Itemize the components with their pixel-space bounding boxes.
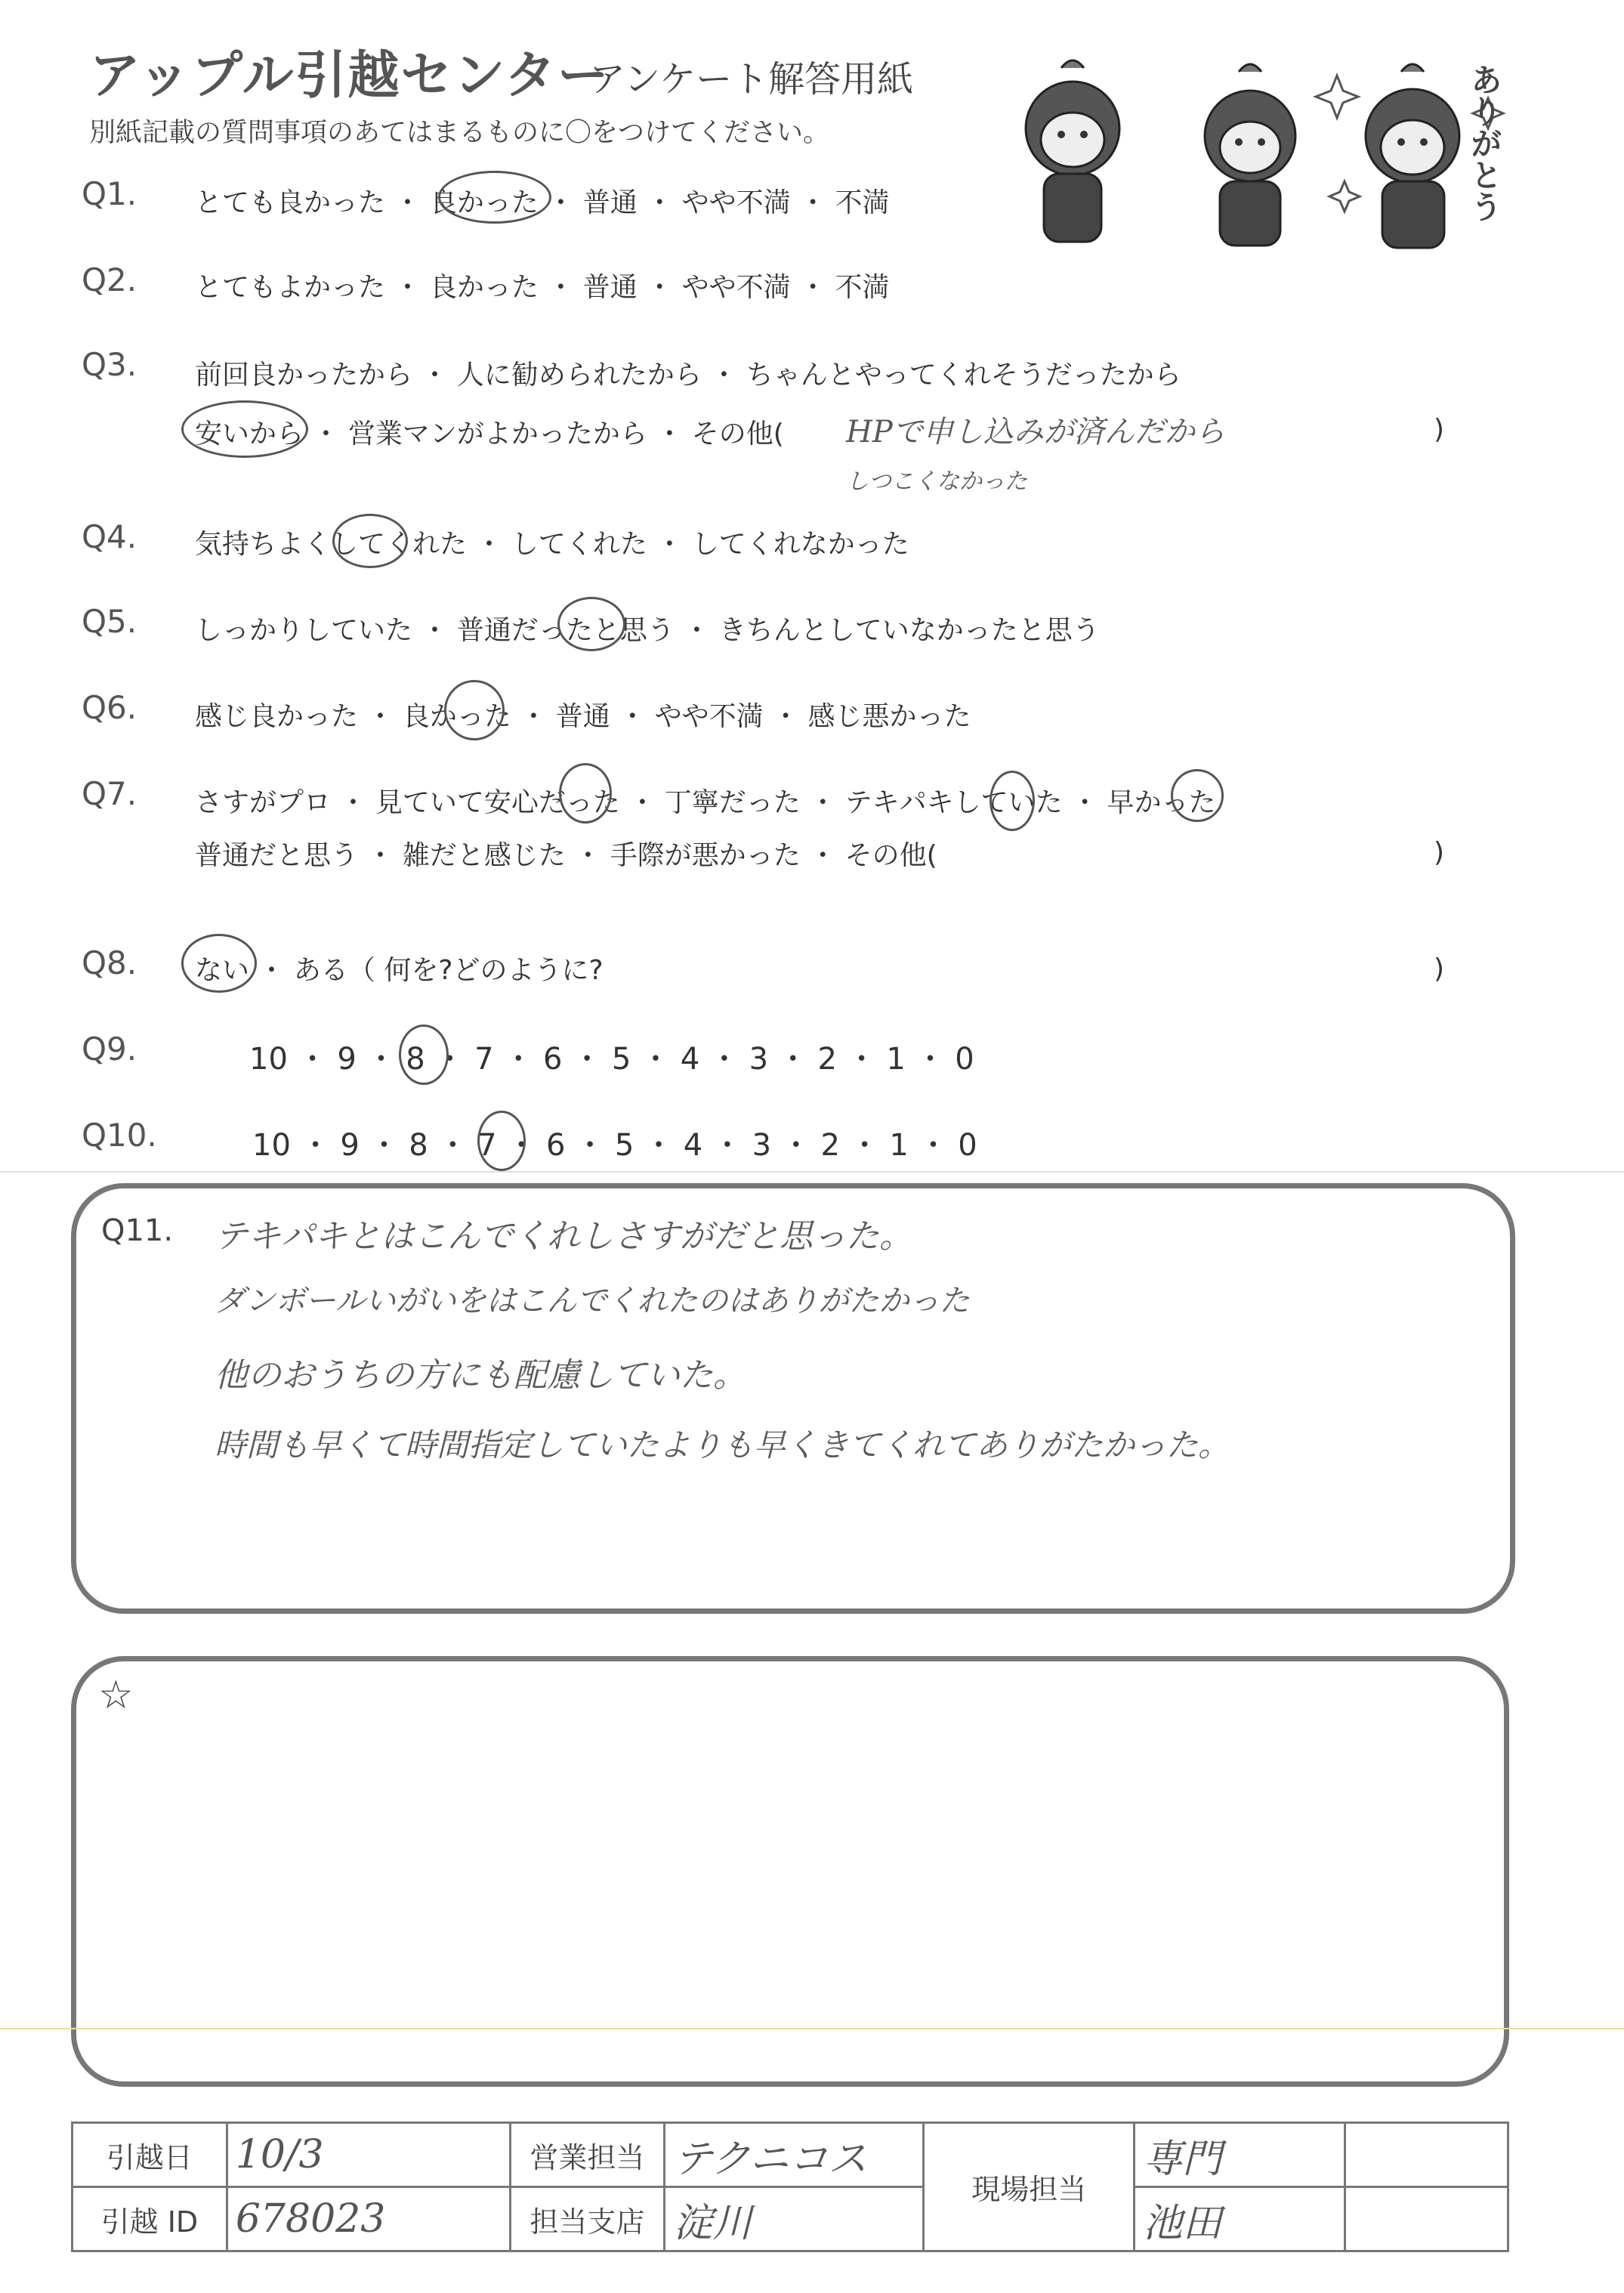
sales-rep-value: テクニコス bbox=[665, 2123, 924, 2187]
q5-answer-circle bbox=[557, 597, 625, 651]
site-staff-value-1: 専門 bbox=[1135, 2123, 1345, 2187]
q3-options-line2: 安いから ・ 営業マンがよかったから ・ その他( bbox=[195, 419, 784, 450]
q11-comment-line-3: 他のおうちの方にも配慮していた。 bbox=[215, 1356, 746, 1395]
move-date-label: 引越日 bbox=[73, 2123, 227, 2187]
section-divider bbox=[0, 1171, 1624, 1173]
q8-label: Q8. bbox=[82, 944, 137, 981]
site-staff-label: 現場担当 bbox=[924, 2123, 1135, 2251]
q2-options: とてもよかった ・ 良かった ・ 普通 ・ やや不満 ・ 不満 bbox=[195, 272, 890, 303]
q9-label: Q9. bbox=[82, 1031, 137, 1068]
q9-scale: 10 ・ 9 ・ 8 ・ 7 ・ 6 ・ 5 ・ 4 ・ 3 ・ 2 ・ 1 ・ 0 bbox=[249, 1042, 974, 1077]
q9-answer-circle bbox=[399, 1024, 449, 1085]
q7-answer-circle-2 bbox=[990, 771, 1035, 831]
form-subtitle: アンケート解答用紙 bbox=[589, 58, 914, 100]
q3-close-paren: ) bbox=[1434, 414, 1445, 445]
q7-options-line2: 普通だと思う ・ 雑だと感じた ・ 手際が悪かった ・ その他( bbox=[195, 840, 937, 871]
q10-scale: 10 ・ 9 ・ 8 ・ 7 ・ 6 ・ 5 ・ 4 ・ 3 ・ 2 ・ 1 ・ 0 bbox=[252, 1128, 977, 1163]
q1-label: Q1. bbox=[82, 175, 137, 212]
q3-options-line1: 前回良かったから ・ 人に勧められたから ・ ちゃんとやってくれそうだったから bbox=[195, 360, 1181, 391]
move-info-table bbox=[71, 2121, 1509, 2252]
q7-label: Q7. bbox=[82, 775, 137, 812]
q6-options: 感じ良かった ・ 良かった ・ 普通 ・ やや不満 ・ 感じ悪かった bbox=[195, 701, 971, 732]
q11-comment-line-2: ダンボールいがいをはこんでくれたのはありがたかった bbox=[215, 1284, 970, 1318]
q4-label: Q4. bbox=[82, 518, 137, 555]
thanks-sticker-text: ありがとう bbox=[1466, 63, 1503, 222]
form-title: アップル引越センター bbox=[89, 46, 610, 106]
q11-comment-line-4: 時間も早くて時間指定していたよりも早くきてくれてありがたかった。 bbox=[215, 1426, 1230, 1463]
move-date-value: 10/3 bbox=[227, 2123, 510, 2187]
q6-answer-circle bbox=[444, 680, 505, 740]
move-id-label: 引越 ID bbox=[73, 2187, 227, 2251]
q7-answer-circle-3 bbox=[1171, 769, 1224, 822]
q2-label: Q2. bbox=[82, 261, 137, 298]
q1-answer-circle bbox=[438, 171, 551, 224]
q10-label: Q10. bbox=[82, 1117, 157, 1154]
q6-label: Q6. bbox=[82, 689, 137, 726]
q11-label: Q11. bbox=[101, 1213, 174, 1248]
q8-answer-circle bbox=[181, 934, 257, 993]
q8-options: ない ・ ある（ 何を?どのように? bbox=[195, 955, 604, 986]
q3-label: Q3. bbox=[82, 346, 137, 383]
q11-comment-line-1: テキパキとはこんでくれしさすがだと思った。 bbox=[215, 1217, 912, 1256]
q5-label: Q5. bbox=[82, 603, 137, 640]
q4-answer-circle bbox=[332, 514, 408, 568]
page-fold-line bbox=[0, 2028, 1624, 2029]
branch-value: 淀川 bbox=[665, 2187, 924, 2251]
q3-answer-circle bbox=[181, 400, 308, 458]
instruction-text: 別紙記載の質問事項のあてはまるものに〇をつけてください。 bbox=[89, 118, 830, 148]
q7-options-line1: さすがプロ ・ 見ていて安心だった ・ 丁寧だった ・ テキパキしていた ・ 早かった bbox=[195, 787, 1216, 818]
q3-other-handwritten-2: しつこくなかった bbox=[846, 468, 1027, 495]
sales-rep-label: 営業担当 bbox=[510, 2123, 665, 2187]
q5-options: しっかりしていた ・ 普通だったと思う ・ きちんとしていなかったと思う bbox=[195, 615, 1100, 646]
q8-close-paren: ) bbox=[1434, 953, 1445, 984]
site-staff-extra-cell-2 bbox=[1345, 2187, 1508, 2251]
branch-label: 担当支店 bbox=[510, 2187, 665, 2251]
site-staff-value-2: 池田 bbox=[1135, 2187, 1345, 2251]
q7-close-paren: ) bbox=[1434, 837, 1445, 868]
q4-options: 気持ちよくしてくれた ・ してくれた ・ してくれなかった bbox=[195, 529, 909, 560]
q1-options: とても良かった ・ 良かった ・ 普通 ・ やや不満 ・ 不満 bbox=[195, 187, 890, 218]
move-id-value: 678023 bbox=[227, 2187, 510, 2251]
q3-other-handwritten-1: HPで申し込みが済んだから bbox=[846, 415, 1225, 450]
monkey-mascots-illustration bbox=[990, 53, 1533, 257]
q7-answer-circle-1 bbox=[559, 763, 612, 824]
q10-answer-circle bbox=[477, 1111, 526, 1171]
star-free-box bbox=[71, 1656, 1509, 2087]
star-icon: ☆ bbox=[98, 1673, 134, 1718]
site-staff-extra-cell-1 bbox=[1345, 2123, 1508, 2187]
